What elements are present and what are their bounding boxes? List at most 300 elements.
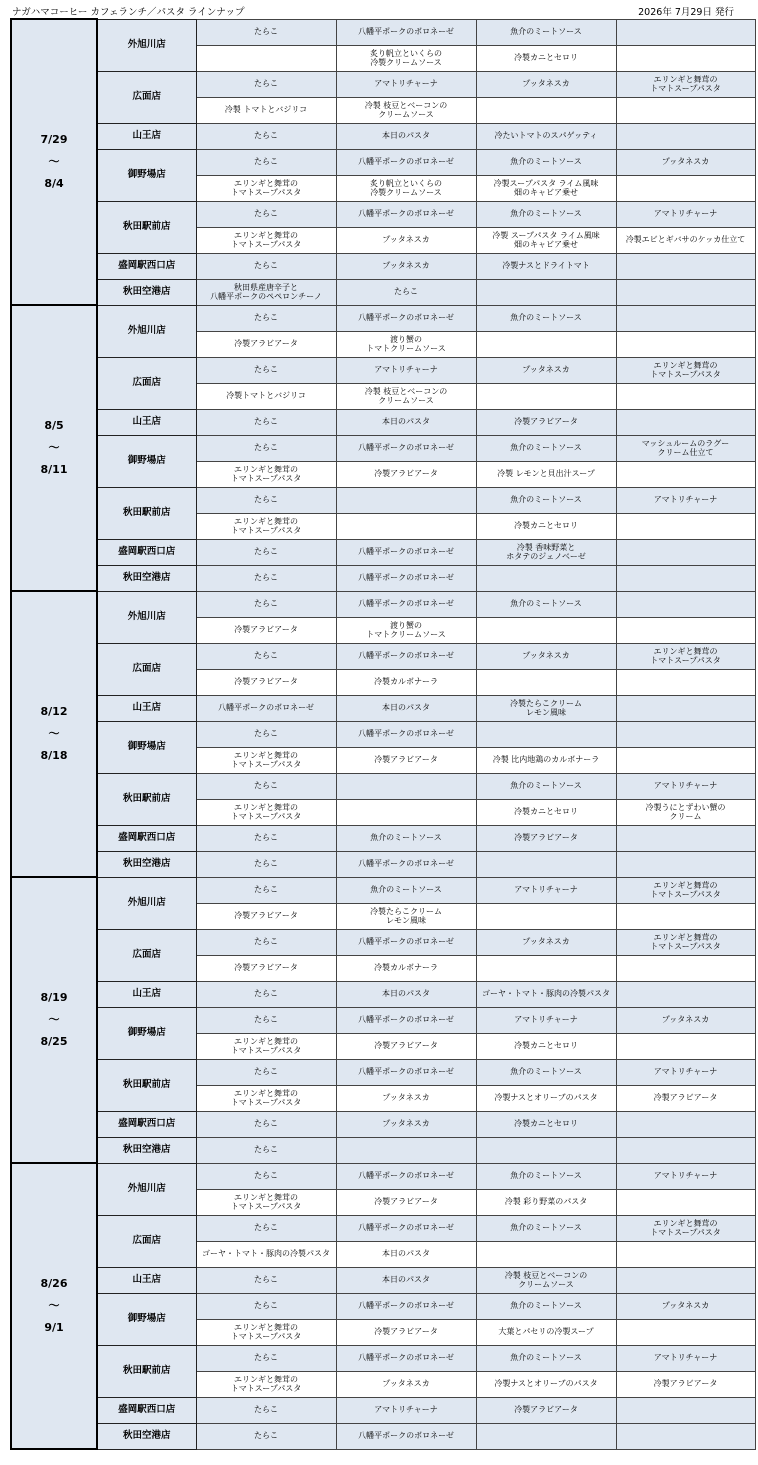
menu-item-cell [616,1371,755,1397]
menu-item-cell [336,1007,476,1033]
menu-item: 冷製ナスとオリーブのパスタ [494,1093,598,1103]
store-name: 外旭川店 [97,877,196,929]
menu-item: 冷製アラビアータ [374,1327,438,1337]
period-start: 8/12 [40,705,68,718]
table-row [11,591,755,617]
menu-item: 魚介のミートソース [510,1067,582,1077]
menu-item: 冷製アラビアータ [514,1405,578,1415]
menu-item-cell [616,461,755,487]
menu-item-cell [476,1345,616,1371]
menu-item: たらこ [254,885,278,895]
table-row [11,253,755,279]
menu-item-cell [476,123,616,149]
menu-item-cell [616,643,755,669]
menu-item: 冷製カルボナーラ [374,963,438,973]
table-row [11,123,755,149]
menu-item-cell [196,71,336,97]
menu-item-cell [616,1293,755,1319]
menu-item-cell [476,825,616,851]
menu-item-cell [616,591,755,617]
menu-item: アマトリチャーナ [653,781,718,791]
menu-item: 冷製アラビアータ [653,1093,718,1103]
menu-item-cell [196,461,336,487]
menu-item-cell [336,825,476,851]
menu-item-cell [616,825,755,851]
menu-item-cell [196,721,336,747]
menu-item-cell [336,435,476,461]
menu-item-cell [196,1189,336,1215]
menu-item: たらこ [254,781,278,791]
menu-item: 八幡平ポークのボロネーゼ [218,703,314,713]
menu-item: プッタネスカ [382,1379,430,1389]
table-row [11,71,755,97]
menu-item: プッタネスカ [522,651,570,661]
table-row [11,877,755,903]
table-row [11,305,755,331]
menu-item: 魚介のミートソース [510,495,582,505]
menu-item: エリンギと舞茸の トマトスープパスタ [230,1374,302,1393]
menu-item-cell [336,1059,476,1085]
store-name: 秋田駅前店 [97,1345,196,1397]
menu-item-cell [616,71,755,97]
store-name: 盛岡駅西口店 [97,253,196,279]
menu-item-cell [336,19,476,45]
table-row [11,825,755,851]
menu-item-cell [196,1293,336,1319]
lineup-body [11,19,755,1449]
menu-item-cell [336,565,476,591]
menu-item: ゴーヤ・トマト・豚肉の冷製パスタ [482,989,610,999]
menu-item: たらこ [254,1301,278,1311]
menu-item: エリンギと舞茸の トマトスープパスタ [230,1192,302,1211]
table-row [11,1423,755,1449]
menu-item-cell [196,487,336,513]
menu-item: 冷製アラビアータ [234,339,298,349]
menu-item-cell [476,305,616,331]
store-name: 秋田空港店 [97,565,196,591]
store-name: 秋田空港店 [97,1423,196,1449]
menu-item-cell [196,1215,336,1241]
menu-item: 本日のパスタ [382,703,430,713]
menu-item-cell [476,695,616,721]
menu-item: 魚介のミートソース [510,1353,582,1363]
menu-item: 冷たいトマトのスパゲッティ [494,131,598,141]
menu-item: 魚介のミートソース [510,1223,582,1233]
menu-item: 魚介のミートソース [510,1301,582,1311]
menu-item-cell [476,1267,616,1293]
menu-item: 八幡平ポークのボロネーゼ [358,1431,454,1441]
menu-item-cell [476,253,616,279]
menu-item-cell [476,1085,616,1111]
menu-item-cell [196,1345,336,1371]
menu-item-cell [336,123,476,149]
menu-item: たらこ [254,79,278,89]
menu-item-cell [616,565,755,591]
table-row [11,1007,755,1033]
menu-item-cell [616,1267,755,1293]
menu-item-cell [616,1423,755,1449]
menu-item-cell [336,1085,476,1111]
menu-item-cell [616,383,755,409]
menu-item: 魚介のミートソース [510,599,582,609]
menu-item-cell [196,279,336,305]
menu-item: 八幡平ポークのボロネーゼ [358,1353,454,1363]
menu-item: 冷製カニとセロリ [514,1041,578,1051]
menu-item: 本日のパスタ [382,1275,430,1285]
menu-item: 魚介のミートソース [510,443,582,453]
menu-item: 渡り蟹の トマトクリームソース [366,334,446,353]
store-name: 広面店 [97,929,196,981]
menu-item-cell [336,1319,476,1345]
menu-item-cell [476,71,616,97]
store-name: 山王店 [97,981,196,1007]
period-cell [11,305,97,591]
menu-item-cell [476,513,616,539]
menu-item: たらこ [254,833,278,843]
menu-item: 八幡平ポークのボロネーゼ [358,1223,454,1233]
menu-item-cell [196,305,336,331]
menu-item: 八幡平ポークのボロネーゼ [358,547,454,557]
menu-item-cell [476,799,616,825]
menu-item-cell [196,331,336,357]
menu-item-cell [196,1085,336,1111]
menu-item-cell [336,71,476,97]
store-name: 盛岡駅西口店 [97,1397,196,1423]
menu-item: たらこ [254,1119,278,1129]
menu-item-cell [476,955,616,981]
store-name: 御野場店 [97,1007,196,1059]
menu-item-cell [616,227,755,253]
period-cell [11,1163,97,1449]
menu-item: エリンギと舞茸の トマトスープパスタ [650,1218,721,1237]
menu-item-cell [196,1397,336,1423]
menu-item-cell [196,695,336,721]
period-sep: ～ [48,441,60,454]
table-row [11,1215,755,1241]
menu-item-cell [476,877,616,903]
menu-item-cell [196,773,336,799]
menu-item-cell [336,1215,476,1241]
table-row [11,929,755,955]
menu-item: たらこ [254,209,278,219]
menu-item: たらこ [254,729,278,739]
menu-item-cell [336,539,476,565]
menu-item-cell [616,149,755,175]
menu-item-cell [196,201,336,227]
table-row [11,279,755,305]
menu-item: たらこ [254,937,278,947]
table-row [11,1293,755,1319]
table-row [11,357,755,383]
menu-item: 冷製カニとセロリ [514,807,578,817]
store-name: 盛岡駅西口店 [97,825,196,851]
menu-item-cell [336,149,476,175]
store-name: 広面店 [97,357,196,409]
menu-item-cell [476,1189,616,1215]
menu-item-cell [336,981,476,1007]
menu-item: 冷製たらこクリーム レモン風味 [510,698,582,717]
menu-item: たらこ [254,1431,278,1441]
menu-item-cell [476,643,616,669]
store-name: 広面店 [97,1215,196,1267]
table-row [11,409,755,435]
menu-item-cell [336,1111,476,1137]
menu-item-cell [476,1111,616,1137]
menu-item: 冷製アラビアータ [374,755,438,765]
menu-item-cell [336,1033,476,1059]
menu-item: 八幡平ポークのボロネーゼ [358,1067,454,1077]
store-name: 盛岡駅西口店 [97,1111,196,1137]
menu-item: アマトリチャーナ [653,209,718,219]
menu-item-cell [196,1423,336,1449]
menu-item: エリンギと舞茸の トマトスープパスタ [230,750,302,769]
menu-item-cell [476,331,616,357]
menu-item-cell [336,1241,476,1267]
store-name: 広面店 [97,71,196,123]
menu-item: 本日のパスタ [382,417,430,427]
menu-item-cell [336,1397,476,1423]
menu-item-cell [616,539,755,565]
store-name: 山王店 [97,1267,196,1293]
menu-item-cell [196,1137,336,1163]
menu-item: 冷製アラビアータ [374,1197,438,1207]
menu-item: エリンギと舞茸の トマトスープパスタ [230,802,302,821]
menu-item-cell [336,279,476,305]
menu-item-cell [196,123,336,149]
menu-item: 八幡平ポークのボロネーゼ [358,27,454,37]
table-row [11,851,755,877]
menu-item: エリンギと舞茸の トマトスープパスタ [650,880,721,899]
menu-item: アマトリチャーナ [653,1171,718,1181]
menu-item-cell [476,175,616,201]
menu-item: プッタネスカ [382,1119,430,1129]
menu-item: エリンギと舞茸の トマトスープパスタ [230,1088,302,1107]
menu-item-cell [196,929,336,955]
menu-item-cell [196,175,336,201]
store-name: 秋田駅前店 [97,487,196,539]
menu-item: 冷製アラビアータ [234,625,298,635]
table-row [11,565,755,591]
menu-item-cell [336,1163,476,1189]
menu-item-cell [196,383,336,409]
menu-item: たらこ [254,599,278,609]
menu-item: 冷製 レモンと貝出汁スープ [497,469,595,479]
menu-item-cell [336,747,476,773]
menu-item: 八幡平ポークのボロネーゼ [358,651,454,661]
menu-item-cell [616,695,755,721]
menu-item-cell [336,669,476,695]
menu-item-cell [476,851,616,877]
menu-item-cell [336,97,476,123]
menu-item-cell [336,409,476,435]
table-row [11,1137,755,1163]
menu-item-cell [196,1371,336,1397]
menu-item-cell [616,773,755,799]
menu-item: アマトリチャーナ [514,1015,578,1025]
menu-item: たらこ [254,131,278,141]
menu-item: たらこ [254,365,278,375]
menu-item-cell [336,903,476,929]
menu-item-cell [336,1293,476,1319]
menu-item: 八幡平ポークのボロネーゼ [358,859,454,869]
menu-item-cell [336,383,476,409]
menu-item-cell [476,591,616,617]
menu-item-cell [616,175,755,201]
menu-item: アマトリチャーナ [374,365,438,375]
menu-item: プッタネスカ [661,1301,710,1311]
menu-item-cell [336,201,476,227]
menu-item: プッタネスカ [522,79,570,89]
menu-item: たらこ [254,1223,278,1233]
menu-item-cell [336,617,476,643]
menu-item-cell [336,305,476,331]
menu-item: マッシュルームのラグー クリーム仕立て [641,438,730,457]
document-title: ナガハマコーヒー カフェランチ／パスタ ラインナップ [12,7,245,18]
menu-item: 冷製アラビアータ [653,1379,718,1389]
menu-item: 魚介のミートソース [370,833,442,843]
menu-item: 冷製 枝豆とベーコンの クリームソース [504,1270,588,1289]
menu-item-cell [616,1319,755,1345]
menu-item-cell [476,669,616,695]
menu-item-cell [476,1137,616,1163]
menu-item-cell [336,1345,476,1371]
menu-item-cell [196,565,336,591]
menu-item-cell [196,1319,336,1345]
menu-item: 冷製エビとギバサのケッカ仕立て [625,235,746,245]
period-start: 8/26 [40,1277,68,1290]
menu-item-cell [336,253,476,279]
menu-item: たらこ [254,989,278,999]
menu-item-cell [616,487,755,513]
menu-item: たらこ [254,261,278,271]
menu-item-cell [476,1319,616,1345]
table-row [11,721,755,747]
table-row [11,1345,755,1371]
menu-item-cell [476,1163,616,1189]
menu-item: たらこ [254,495,278,505]
menu-item-cell [476,617,616,643]
menu-item: プッタネスカ [382,261,430,271]
period-sep: ～ [48,727,60,740]
menu-item-cell [196,45,336,71]
menu-item-cell [616,981,755,1007]
menu-item-cell [616,1215,755,1241]
menu-item-cell [476,45,616,71]
store-name: 御野場店 [97,149,196,201]
menu-item: 秋田県産唐辛子と 八幡平ポークのペペロンチーノ [210,282,322,301]
store-name: 秋田空港店 [97,279,196,305]
menu-item-cell [616,331,755,357]
period-end: 8/25 [40,1035,68,1048]
menu-item: 冷製アラビアータ [374,1041,438,1051]
menu-item: たらこ [254,157,278,167]
menu-item-cell [616,955,755,981]
store-name: 外旭川店 [97,305,196,357]
store-name: 外旭川店 [97,1163,196,1215]
menu-item: 魚介のミートソース [510,209,582,219]
period-start: 7/29 [40,133,68,146]
menu-item: プッタネスカ [522,365,570,375]
menu-item: たらこ [254,27,278,37]
menu-item: たらこ [254,443,278,453]
menu-item-cell [196,435,336,461]
menu-item-cell [476,461,616,487]
table-row [11,435,755,461]
menu-item-cell [196,617,336,643]
menu-item-cell [336,487,476,513]
store-name: 山王店 [97,695,196,721]
store-name: 御野場店 [97,435,196,487]
menu-item-cell [336,461,476,487]
menu-item-cell [616,1059,755,1085]
menu-item: たらこ [254,1353,278,1363]
menu-item-cell [616,669,755,695]
menu-item-cell [336,331,476,357]
menu-item: 冷製トマトとバジリコ [226,391,306,401]
menu-item: エリンギと舞茸の トマトスープパスタ [230,464,302,483]
menu-item: 冷製アラビアータ [234,963,298,973]
menu-item: たらこ [394,287,418,297]
store-name: 外旭川店 [97,19,196,71]
table-row [11,695,755,721]
table-row [11,1111,755,1137]
menu-item: ゴーヤ・トマト・豚肉の冷製パスタ [202,1249,330,1259]
menu-item-cell [336,591,476,617]
menu-item-cell [616,97,755,123]
menu-item-cell [476,539,616,565]
menu-item: 魚介のミートソース [370,885,442,895]
table-row [11,1163,755,1189]
menu-item-cell [476,357,616,383]
menu-item-cell [476,1059,616,1085]
menu-item: 八幡平ポークのボロネーゼ [358,443,454,453]
menu-item: アマトリチャーナ [374,79,438,89]
menu-item-cell [336,45,476,71]
menu-item-cell [616,799,755,825]
menu-item: 本日のパスタ [382,1249,430,1259]
menu-item: たらこ [254,1275,278,1285]
menu-item: 大葉とパセリの冷製スープ [498,1327,594,1337]
menu-item-cell [476,409,616,435]
table-row [11,539,755,565]
menu-item-cell [336,877,476,903]
menu-item: 八幡平ポークのボロネーゼ [358,937,454,947]
menu-item-cell [616,1111,755,1137]
menu-item: 八幡平ポークのボロネーゼ [358,1301,454,1311]
menu-item-cell [616,1007,755,1033]
menu-item: 冷製カルボナーラ [374,677,438,687]
store-name: 秋田空港店 [97,1137,196,1163]
menu-item: アマトリチャーナ [374,1405,438,1415]
menu-item-cell [476,227,616,253]
period-sep: ～ [48,155,60,168]
menu-item: 八幡平ポークのボロネーゼ [358,573,454,583]
menu-item-cell [476,1397,616,1423]
menu-item-cell [196,1241,336,1267]
menu-item: 魚介のミートソース [510,313,582,323]
menu-item-cell [476,981,616,1007]
menu-item-cell [476,1215,616,1241]
menu-item-cell [336,513,476,539]
menu-item-cell [196,1033,336,1059]
menu-item-cell [616,357,755,383]
menu-item-cell [476,149,616,175]
period-end: 8/11 [40,463,68,476]
menu-item: たらこ [254,313,278,323]
menu-item-cell [336,773,476,799]
table-row [11,487,755,513]
menu-item-cell [336,695,476,721]
